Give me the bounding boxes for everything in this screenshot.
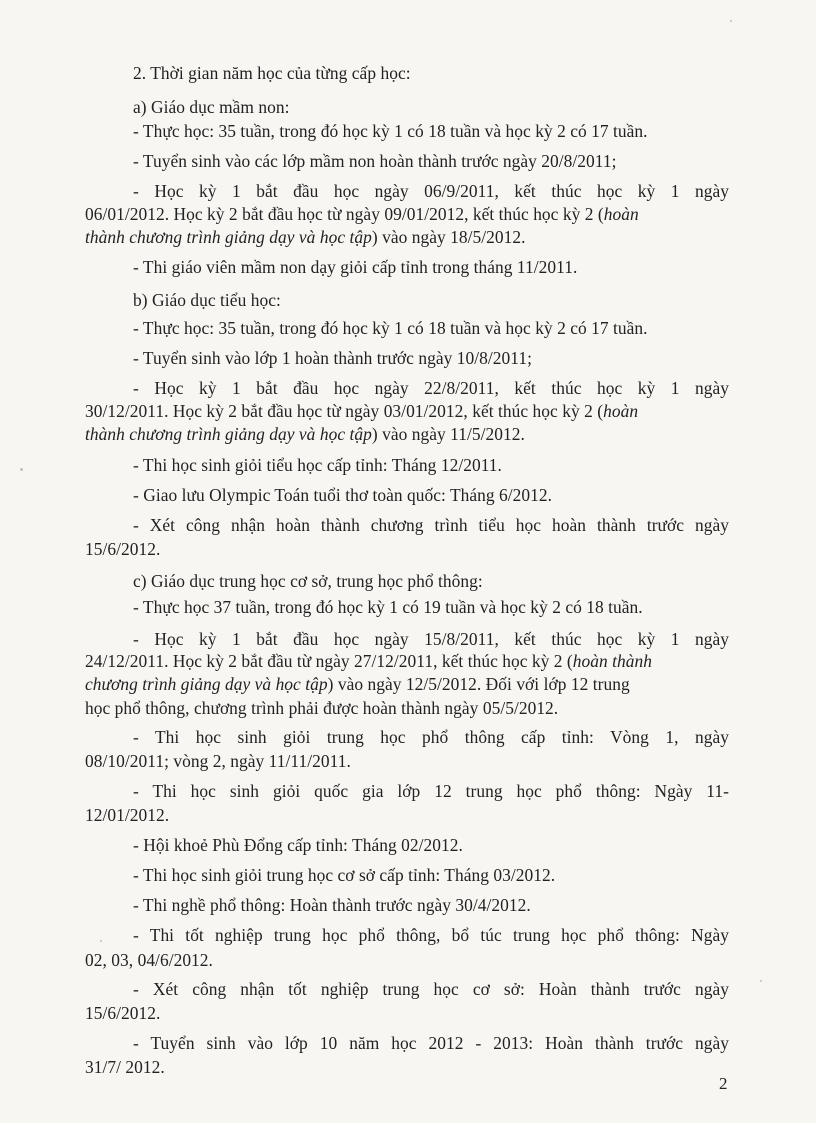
paragraph-line: - Xét công nhận tốt nghiệp trung học cơ sở: Hoàn thành trước ngày — [133, 979, 729, 999]
paragraph-line: 15/6/2012. — [85, 539, 161, 559]
scan-speck — [100, 940, 102, 942]
paragraph-line: - Thi tốt nghiệp trung học phổ thông, bổ túc trung học phổ thông: Ngày — [133, 925, 729, 945]
italic-span: hoàn — [603, 204, 639, 224]
page-number: 2 — [719, 1074, 728, 1093]
paragraph-line: 08/10/2011; vòng 2, ngày 11/11/2011. — [85, 751, 351, 771]
subsection-heading: b) Giáo dục tiểu học: — [133, 290, 281, 310]
paragraph-line: - Tuyển sinh vào lớp 10 năm học 2012 - 2013: Hoàn thành trước ngày — [133, 1033, 729, 1053]
italic-span: chương trình giảng dạy và học tập — [85, 674, 328, 694]
text-span: ) vào ngày 18/5/2012. — [371, 227, 526, 247]
scan-speck — [20, 468, 23, 471]
paragraph-line — [85, 650, 652, 672]
italic-span: thành chương trình giảng dạy và học tập — [85, 424, 372, 444]
paragraph-line — [85, 203, 639, 225]
text-span: 30/12/2011. Học kỳ 2 bắt đầu học từ ngày 03/01/2012, kết thúc học kỳ 2 ( — [85, 401, 604, 421]
paragraph-line: 31/7/ 2012. — [85, 1057, 165, 1077]
paragraph-line: - Thi học sinh giỏi trung học cơ sở cấp tỉnh: Tháng 03/2012. — [133, 865, 556, 885]
text-span: ) vào ngày 12/5/2012. Đối với lớp 12 trung — [327, 674, 630, 694]
italic-span: hoàn — [603, 401, 639, 421]
italic-span: thành chương trình giảng dạy và học tập — [85, 227, 372, 247]
section-heading: 2. Thời gian năm học của từng cấp học: — [133, 63, 411, 83]
paragraph-line: - Thi giáo viên mầm non dạy giỏi cấp tỉnh trong tháng 11/2011. — [133, 257, 578, 277]
paragraph-line: - Thi học sinh giỏi tiểu học cấp tỉnh: Tháng 12/2011. — [133, 455, 502, 475]
paragraph-line: - Tuyển sinh vào lớp 1 hoàn thành trước ngày 10/8/2011; — [133, 348, 532, 368]
paragraph-line — [85, 423, 525, 445]
paragraph-line: học phổ thông, chương trình phải được hoàn thành ngày 05/5/2012. — [85, 698, 559, 718]
subsection-heading: c) Giáo dục trung học cơ sở, trung học phổ thông: — [133, 571, 483, 591]
paragraph-line: - Học kỳ 1 bắt đầu học ngày 06/9/2011, kết thúc học kỳ 1 ngày — [133, 181, 729, 201]
paragraph-line: 15/6/2012. — [85, 1003, 161, 1023]
paragraph-line: 02, 03, 04/6/2012. — [85, 950, 213, 970]
paragraph-line: - Thi nghề phổ thông: Hoàn thành trước ngày 30/4/2012. — [133, 895, 531, 915]
scan-speck — [730, 20, 732, 22]
text-span: 06/01/2012. Học kỳ 2 bắt đầu học từ ngày 09/01/2012, kết thúc học kỳ 2 ( — [85, 204, 604, 224]
paragraph-line: - Thực học: 35 tuần, trong đó học kỳ 1 có 18 tuần và học kỳ 2 có 17 tuần. — [133, 318, 648, 338]
subsection-heading: a) Giáo dục mầm non: — [133, 97, 290, 117]
paragraph-line — [85, 226, 526, 248]
paragraph-line: - Thực học: 35 tuần, trong đó học kỳ 1 có 18 tuần và học kỳ 2 có 17 tuần. — [133, 121, 648, 141]
paragraph-line: - Học kỳ 1 bắt đầu học ngày 22/8/2011, kết thúc học kỳ 1 ngày — [133, 378, 729, 398]
paragraph-line: - Thực học 37 tuần, trong đó học kỳ 1 có 19 tuần và học kỳ 2 có 18 tuần. — [133, 597, 643, 617]
paragraph-line: 12/01/2012. — [85, 805, 170, 825]
paragraph-line: - Thi học sinh giỏi trung học phổ thông cấp tỉnh: Vòng 1, ngày — [133, 727, 729, 747]
paragraph-line: - Xét công nhận hoàn thành chương trình tiểu học hoàn thành trước ngày — [133, 515, 729, 535]
paragraph-line: - Học kỳ 1 bắt đầu học ngày 15/8/2011, kết thúc học kỳ 1 ngày — [133, 629, 729, 649]
paragraph-line — [85, 400, 638, 422]
italic-span: hoàn thành — [572, 651, 653, 671]
paragraph-line — [85, 673, 630, 695]
text-span: ) vào ngày 11/5/2012. — [371, 424, 525, 444]
paragraph-line: - Giao lưu Olympic Toán tuổi thơ toàn quốc: Tháng 6/2012. — [133, 485, 553, 505]
text-span: 24/12/2011. Học kỳ 2 bắt đầu từ ngày 27/12/2011, kết thúc học kỳ 2 ( — [85, 651, 573, 671]
paragraph-line: - Tuyển sinh vào các lớp mầm non hoàn thành trước ngày 20/8/2011; — [133, 151, 617, 171]
paragraph-line: - Hội khoẻ Phù Đổng cấp tỉnh: Tháng 02/2012. — [133, 835, 463, 855]
paragraph-line: - Thi học sinh giỏi quốc gia lớp 12 trung học phổ thông: Ngày 11- — [133, 781, 729, 801]
scan-speck — [760, 980, 762, 982]
